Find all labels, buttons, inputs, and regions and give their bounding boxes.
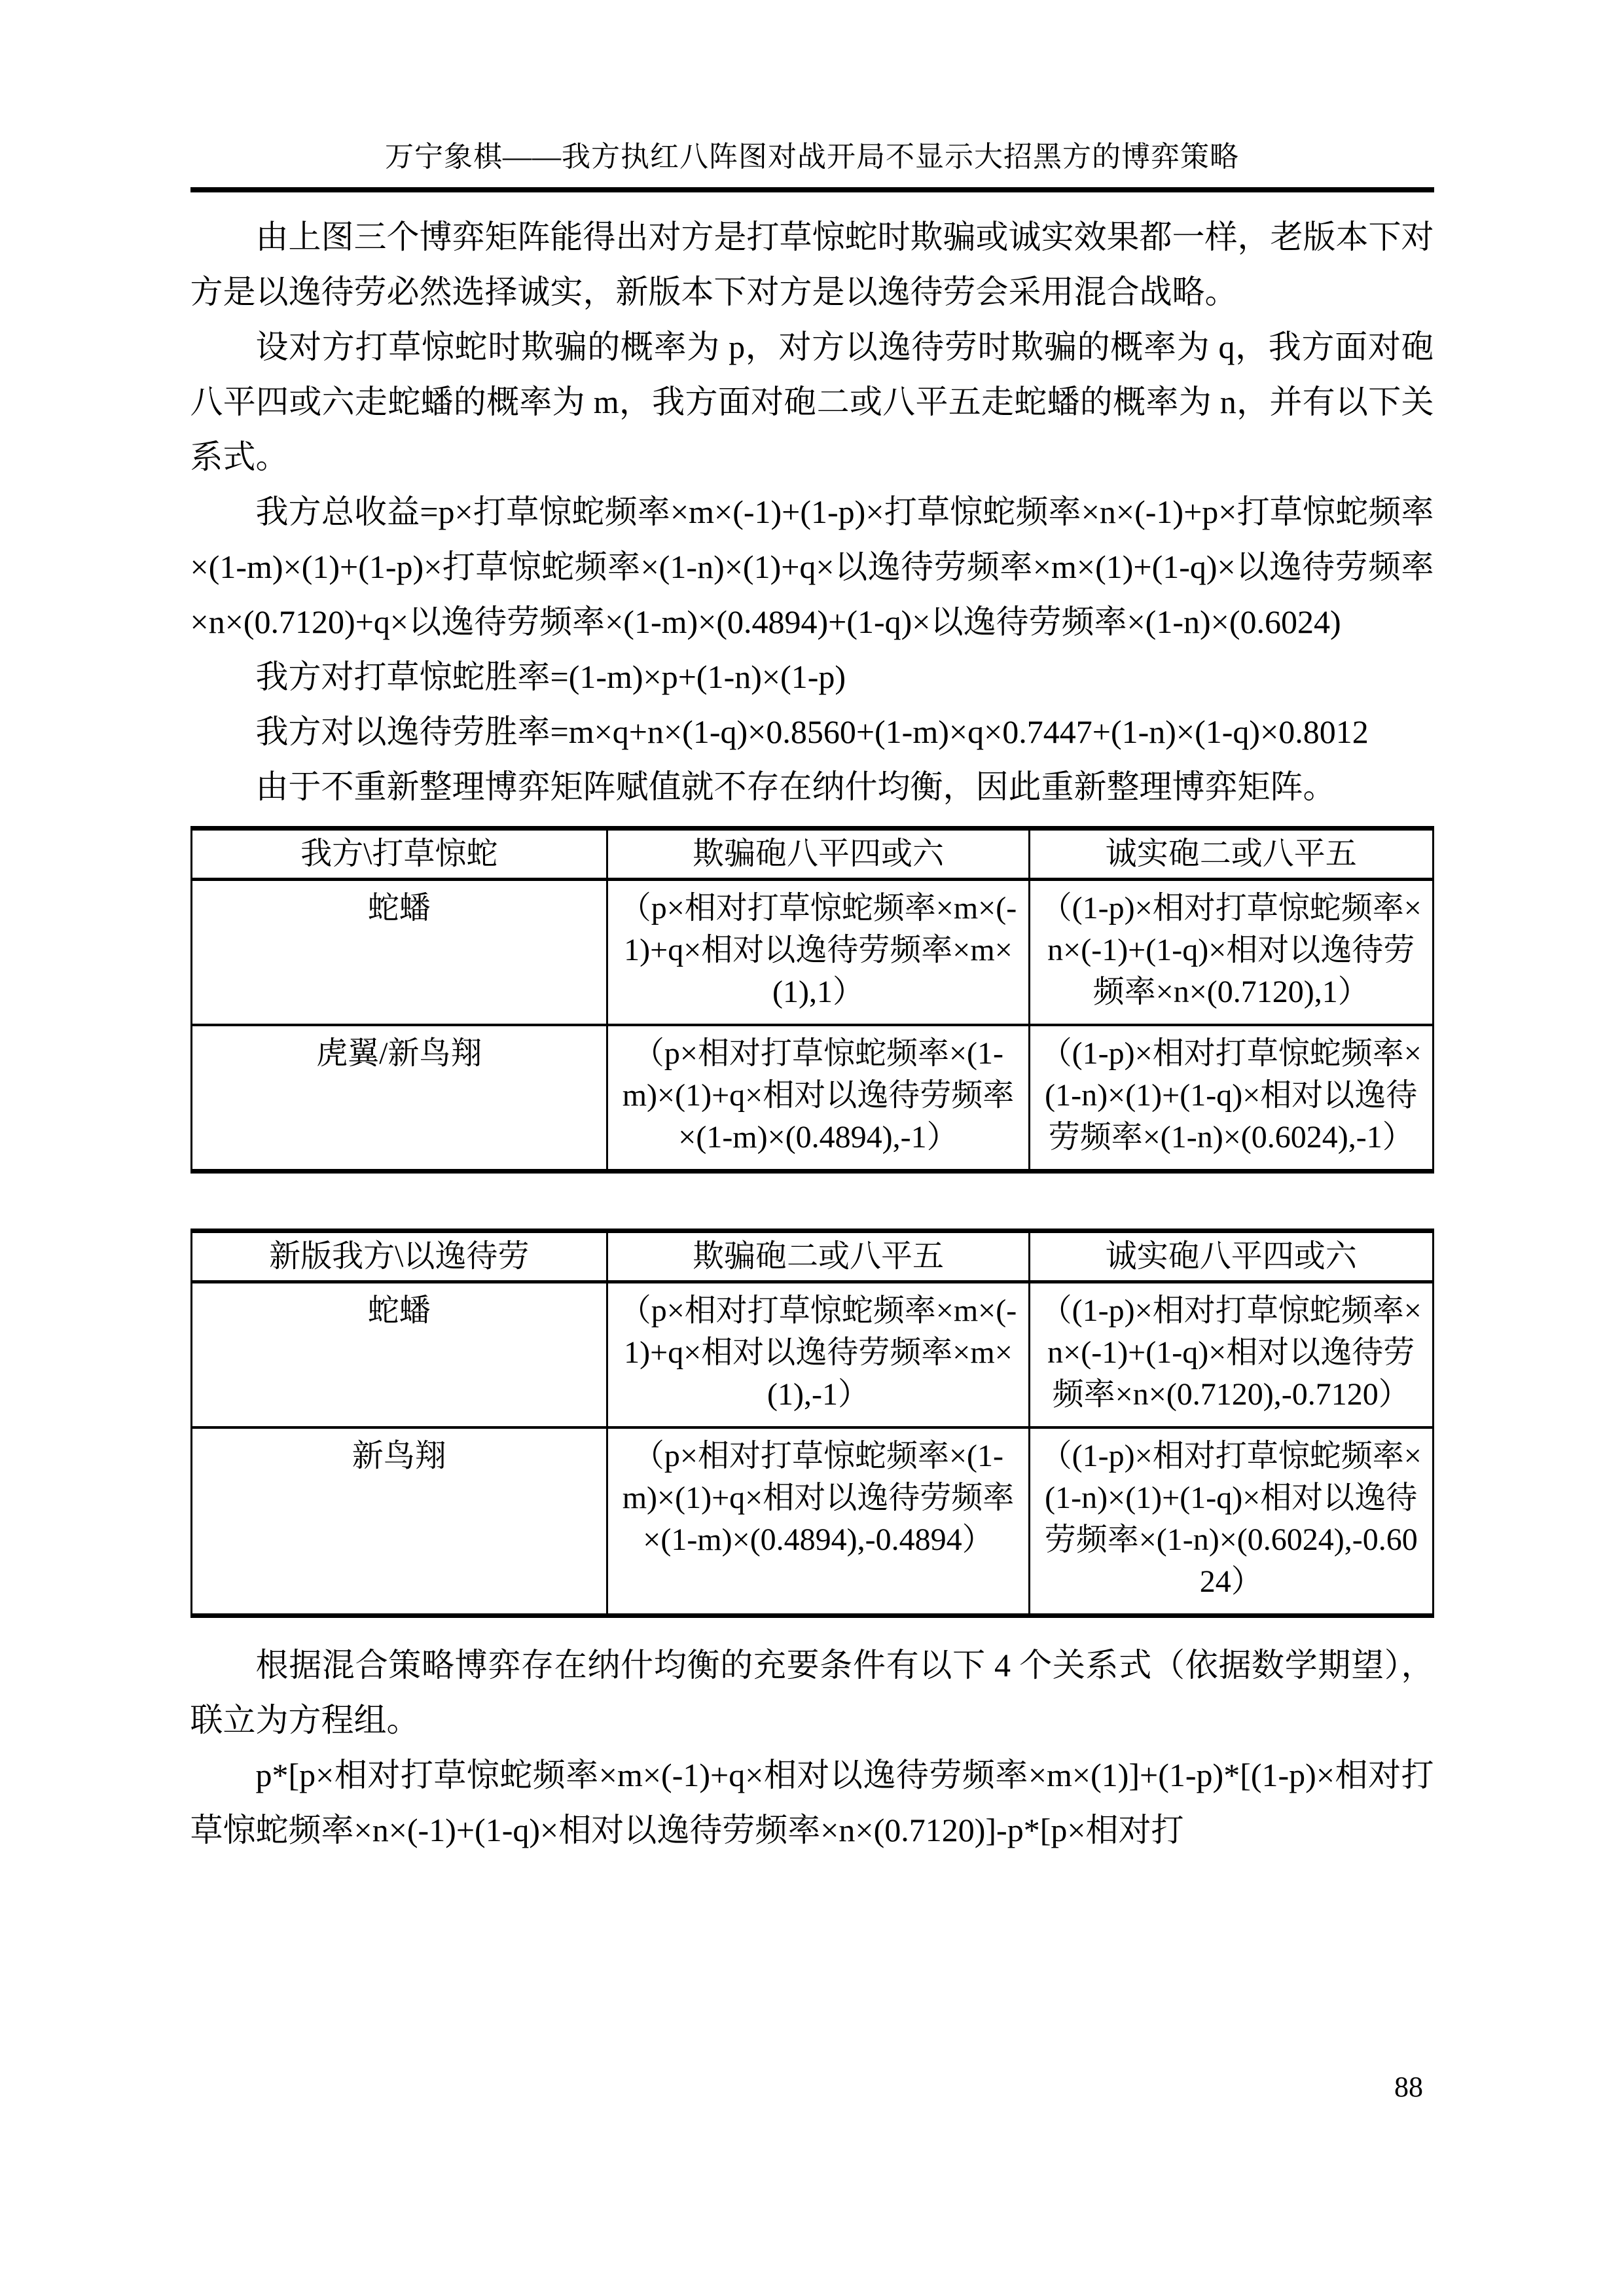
matrix-header-cell: 诚实砲八平四或六 bbox=[1029, 1231, 1433, 1282]
content-area bbox=[190, 0, 1434, 1857]
strategy-label-cell: 虎翼/新鸟翔 bbox=[191, 1025, 607, 1172]
payoff-formula-cell: （(1-p)×相对打草惊蛇频率×(1-n)×(1)+(1-q)×相对以逸待劳频率×(1-n)×(0.6024),-1） bbox=[1029, 1025, 1433, 1172]
strategy-label-cell: 蛇蟠 bbox=[367, 1293, 431, 1328]
body-paragraph: 我方总收益=p×打草惊蛇频率×m×(-1)+(1-p)×打草惊蛇频率×n×(-1)+p×打草惊蛇频率×(1-m)×(1)+(1-p)×打草惊蛇频率×(1-n)×(1)+q×以逸待劳频率×m×(1)+(1-q)×以逸待劳频率×n×(0.7120)+q×以逸待劳频率×(1-m)×(0.4894)+(1-q)×以逸待劳频率×(1-n)×(0.6024) bbox=[190, 493, 1434, 640]
payoff-formula-cell: （(1-p)×相对打草惊蛇频率×(1-n)×(1)+(1-q)×相对以逸待劳频率×(1-n)×(0.6024),-0.6024） bbox=[1029, 1427, 1433, 1616]
page-number: 88 bbox=[1394, 2071, 1423, 2103]
matrix-header-cell: 欺骗砲二或八平五 bbox=[607, 1231, 1029, 1282]
matrix-header-cell: 欺骗砲八平四或六 bbox=[607, 829, 1029, 880]
payoff-formula-cell: （p×相对打草惊蛇频率×(1-m)×(1)+q×相对以逸待劳频率×(1-m)×(0.4894),-1） bbox=[607, 1025, 1029, 1172]
body-paragraph: 由上图三个博弈矩阵能得出对方是打草惊蛇时欺骗或诚实效果都一样，老版本下对方是以逸待劳必然选择诚实，新版本下对方是以逸待劳会采用混合战略。 bbox=[190, 219, 1434, 310]
body-paragraph: 我方对打草惊蛇胜率=(1-m)×p+(1-n)×(1-p) bbox=[255, 658, 846, 695]
body-paragraph: 由于不重新整理博弈矩阵赋值就不存在纳什均衡，因此重新整理博弈矩阵。 bbox=[255, 768, 1336, 805]
body-paragraph: p*[p×相对打草惊蛇频率×m×(-1)+q×相对以逸待劳频率×m×(1)]+(1-p)*[(1-p)×相对打草惊蛇频率×n×(-1)+(1-q)×相对以逸待劳频率×n×(0.7120)]-p*[p×相对打 bbox=[190, 1757, 1434, 1848]
document-title: 万宁象棋——我方执红八阵图对战开局不显示大招黑方的博弈策略 bbox=[385, 141, 1239, 173]
payoff-formula-cell: （p×相对打草惊蛇频率×m×(-1)+q×相对以逸待劳频率×m×(1),-1） bbox=[607, 1282, 1029, 1428]
payoff-formula-cell: （p×相对打草惊蛇频率×m×(-1)+q×相对以逸待劳频率×m×(1),1） bbox=[607, 880, 1029, 1026]
payoff-formula-cell: （(1-p)×相对打草惊蛇频率×n×(-1)+(1-q)×相对以逸待劳频率×n×(0.7120),-0.7120） bbox=[1029, 1282, 1433, 1428]
table-row bbox=[191, 1025, 1433, 1172]
matrix-header-cell: 我方\打草惊蛇 bbox=[191, 829, 607, 880]
matrix-header-cell: 诚实砲二或八平五 bbox=[1029, 829, 1433, 880]
body-paragraph: 我方对以逸待劳胜率=m×q+n×(1-q)×0.8560+(1-m)×q×0.7447+(1-n)×(1-q)×0.8012 bbox=[255, 713, 1369, 750]
new-version-game-matrix-table bbox=[190, 1229, 1434, 1618]
strategy-label-cell: 新鸟翔 bbox=[191, 1427, 607, 1616]
old-version-game-matrix-table bbox=[190, 826, 1434, 1174]
table-header-row bbox=[191, 829, 1433, 880]
page-header bbox=[190, 0, 1434, 192]
payoff-formula-cell: （p×相对打草惊蛇频率×(1-m)×(1)+q×相对以逸待劳频率×(1-m)×(0.4894),-0.4894） bbox=[607, 1427, 1029, 1616]
table-row bbox=[191, 1282, 1433, 1428]
payoff-formula-cell: （(1-p)×相对打草惊蛇频率×n×(-1)+(1-q)×相对以逸待劳频率×n×(0.7120),1） bbox=[1029, 880, 1433, 1026]
table-row bbox=[191, 1427, 1433, 1616]
body-paragraph: 设对方打草惊蛇时欺骗的概率为 p，对方以逸待劳时欺骗的概率为 q，我方面对砲八平四或六走蛇蟠的概率为 m，我方面对砲二或八平五走蛇蟠的概率为 n，并有以下关系式。 bbox=[190, 329, 1434, 475]
strategy-label-cell: 蛇蟠 bbox=[367, 891, 431, 925]
table-header-row bbox=[191, 1231, 1433, 1282]
table-row bbox=[191, 880, 1433, 1026]
matrix-header-cell: 新版我方\以逸待劳 bbox=[191, 1231, 607, 1282]
body-paragraph: 根据混合策略博弈存在纳什均衡的充要条件有以下 4 个关系式（依据数学期望），联立为方程组。 bbox=[190, 1647, 1434, 1738]
